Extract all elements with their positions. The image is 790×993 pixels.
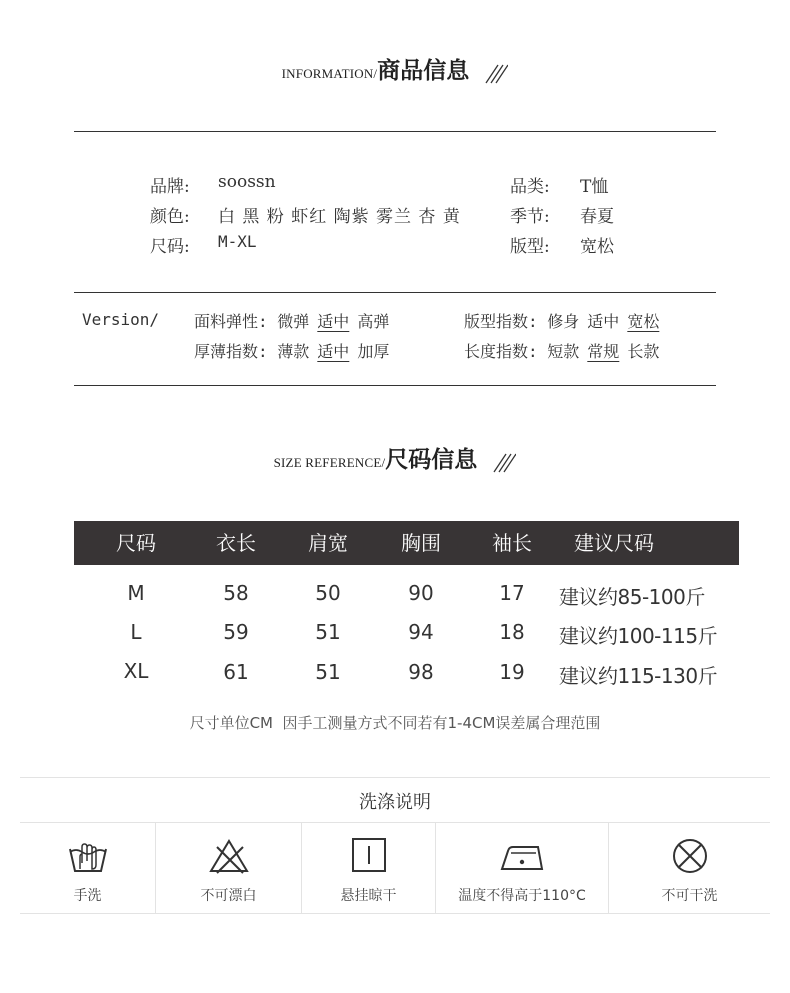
length-index-option: 长款 [627,342,660,361]
brand-label: 品牌: [150,177,190,197]
care-item-iron-low [436,823,608,913]
care-item-hand-wash [20,823,155,913]
divider [74,131,716,132]
cell-shoulder: 50 [315,581,341,605]
divider [74,292,716,293]
cell-sleeve: 19 [499,660,525,684]
cell-chest: 90 [408,581,434,605]
season-label: 季节: [510,207,550,227]
length-index-option-selected: 常规 [587,342,620,361]
fit-value: 宽松 [580,237,614,257]
fit-index-option-selected: 宽松 [627,312,660,331]
fit-index-row [464,309,667,332]
elasticity-label: 面料弹性: [194,312,268,331]
information-title-zh: 商品信息 [377,58,470,84]
cell-length: 61 [223,660,249,684]
information-title [0,52,790,85]
no-bleach-icon [207,837,251,875]
color-label: 颜色: [150,207,190,227]
care-label: 悬挂晾干 [340,888,397,904]
hatch-decoration-icon [492,452,516,474]
header-shoulder: 肩宽 [308,531,348,555]
category-label: 品类: [510,177,550,197]
header-length: 衣长 [216,531,256,555]
brand-value: soossn [218,172,276,192]
information-title-en: INFORMATION/ [281,66,378,81]
thickness-option-selected: 适中 [317,342,350,361]
divider [20,913,770,914]
cell-sleeve: 18 [499,620,525,644]
cell-recommended: 建议约85-100斤 [559,585,705,609]
cell-shoulder: 51 [315,660,341,684]
fit-label: 版型: [510,237,550,257]
care-item-hang-dry [302,823,435,913]
care-label: 温度不得高于110°C [458,888,586,904]
size-reference-title-en: SIZE REFERENCE/ [273,455,386,470]
cell-chest: 94 [408,620,434,644]
length-index-option: 短款 [547,342,580,361]
elasticity-option-selected: 适中 [317,312,350,331]
size-reference-title-zh: 尺码信息 [385,447,478,473]
care-item-no-dry-clean [609,823,770,913]
care-label: 手洗 [73,888,102,904]
hatch-decoration-icon [484,63,508,85]
season-value: 春夏 [580,207,614,227]
iron-low-icon [498,837,546,875]
header-recommended: 建议尺码 [574,531,654,555]
header-chest: 胸围 [401,531,441,555]
elasticity-row [194,309,397,332]
divider [74,385,716,386]
cell-size: M [127,581,145,605]
thickness-option: 加厚 [357,342,390,361]
category-value: T恤 [580,177,609,197]
care-label: 不可干洗 [661,888,718,904]
thickness-label: 厚薄指数: [194,342,268,361]
size-table-header [74,521,739,565]
cell-length: 59 [223,620,249,644]
size-value: M-XL [218,232,257,251]
size-note: 尺寸单位CM 因手工测量方式不同若有1-4CM误差属合理范围 [189,714,601,732]
cell-size: XL [123,659,149,683]
divider [20,777,770,778]
size-label: 尺码: [150,237,190,257]
size-reference-title [0,441,790,474]
fit-index-label: 版型指数: [464,312,538,331]
care-label: 不可漂白 [200,888,257,904]
care-item-no-bleach [156,823,301,913]
cell-sleeve: 17 [499,581,525,605]
care-title: 洗涤说明 [359,792,431,813]
cell-recommended: 建议约115-130斤 [559,664,718,688]
length-index-label: 长度指数: [464,342,538,361]
hand-wash-icon [66,837,110,875]
color-value: 白 黑 粉 虾红 陶紫 雾兰 杏 黄 [218,207,461,227]
header-size: 尺码 [116,531,156,555]
fit-index-option: 适中 [587,312,620,331]
thickness-row [194,339,397,362]
no-dry-clean-icon [668,837,712,875]
cell-length: 58 [223,581,249,605]
elasticity-option: 微弹 [277,312,310,331]
hang-dry-icon [347,837,391,875]
fit-index-option: 修身 [547,312,580,331]
cell-shoulder: 51 [315,620,341,644]
elasticity-option: 高弹 [357,312,390,331]
cell-chest: 98 [408,660,434,684]
version-label: Version/ [82,310,160,329]
header-sleeve: 袖长 [492,531,532,555]
cell-size: L [130,620,142,644]
cell-recommended: 建议约100-115斤 [559,624,718,648]
thickness-option: 薄款 [277,342,310,361]
length-index-row [464,339,667,362]
